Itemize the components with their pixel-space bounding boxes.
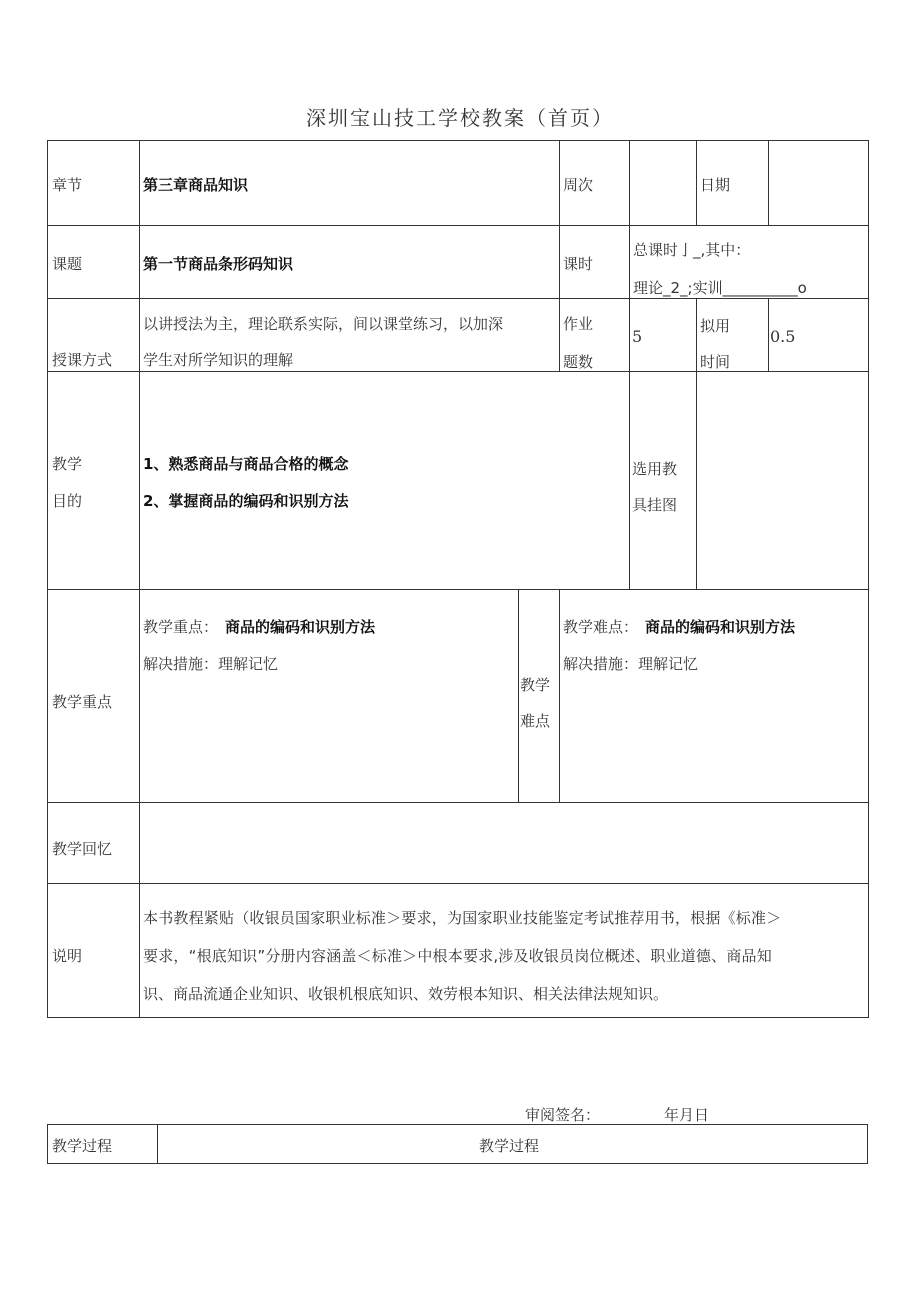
- signature-label: 审阅签名：: [525, 1106, 601, 1124]
- goal-label-1: 教学: [52, 455, 83, 473]
- date-label: 日期: [700, 176, 731, 194]
- cell-week-value: [629, 140, 697, 226]
- chapter-label: 章节: [52, 176, 83, 194]
- key-value: 商品的编码和识别方法: [225, 618, 376, 636]
- time-label-2: 时间: [700, 353, 731, 371]
- time-label-1: 拟用: [700, 317, 731, 335]
- review-label: 教学回忆: [52, 840, 113, 858]
- goal-item-2: 2、掌握商品的编码和识别方法: [143, 492, 349, 510]
- cell-review-value: [139, 802, 869, 884]
- chapter-value: 第三章商品知识: [143, 176, 249, 194]
- cell-tools-value: [696, 371, 869, 590]
- method-label: 授课方式: [52, 351, 113, 369]
- difficulty-measure: 解决措施：理解记忆: [563, 655, 699, 673]
- note-line-3: 识、商品流通企业知识、收银机根底知识、效劳根本知识、相关法律法规知识。: [143, 985, 669, 1003]
- method-line-1: 以讲授法为主，理论联系实际，间以课堂练习，以加深: [143, 315, 504, 333]
- note-label: 说明: [52, 947, 83, 965]
- key-label: 教学重点: [52, 693, 113, 711]
- hours-line-1: 总课时亅_,其中：: [633, 241, 751, 259]
- difficulty-prefix: 教学难点：: [563, 618, 639, 636]
- method-line-2: 学生对所学知识的理解: [143, 351, 294, 369]
- process-header: 教学过程: [479, 1137, 540, 1155]
- note-line-1: 本书教程紧贴（收银员国家职业标准＞要求，为国家职业技能鉴定考试推荐用书，根据《标准＞: [143, 909, 782, 927]
- note-line-2: 要求，“根底知识”分册内容涵盖＜标准＞中根本要求,涉及收银员岗位概述、职业道德、商品知: [143, 947, 772, 965]
- topic-label: 课题: [52, 255, 83, 273]
- hours-label: 课时: [563, 255, 594, 273]
- cell-goal-value: [139, 371, 630, 590]
- cell-tools-label: [629, 371, 697, 590]
- difficulty-value: 商品的编码和识别方法: [645, 618, 796, 636]
- hours-line-2: 理论_2_;实训__________o: [633, 279, 807, 297]
- difficulty-label-2: 难点: [520, 712, 551, 730]
- tools-label-2: 具挂图: [632, 496, 678, 514]
- week-label: 周次: [563, 176, 594, 194]
- process-label: 教学过程: [52, 1137, 113, 1155]
- tools-label-1: 选用教: [632, 460, 678, 478]
- signature-date: 年月日: [664, 1106, 710, 1124]
- key-measure: 解决措施：理解记忆: [143, 655, 279, 673]
- topic-value: 第一节商品条形码知识: [143, 255, 294, 273]
- page-title: 深圳宝山技工学校教案（首页）: [306, 106, 614, 130]
- cell-date-value: [768, 140, 869, 226]
- cell-goal-label: [47, 371, 140, 590]
- cell-difficulty-label: [518, 589, 560, 803]
- time-value: 0.5: [770, 327, 796, 346]
- goal-item-1: 1、熟悉商品与商品合格的概念: [143, 455, 349, 473]
- goal-label-2: 目的: [52, 492, 83, 510]
- homework-label-1: 作业: [563, 315, 594, 333]
- homework-label-2: 题数: [563, 353, 594, 371]
- difficulty-label-1: 教学: [520, 676, 551, 694]
- homework-value: 5: [632, 327, 643, 346]
- key-prefix: 教学重点：: [143, 618, 219, 636]
